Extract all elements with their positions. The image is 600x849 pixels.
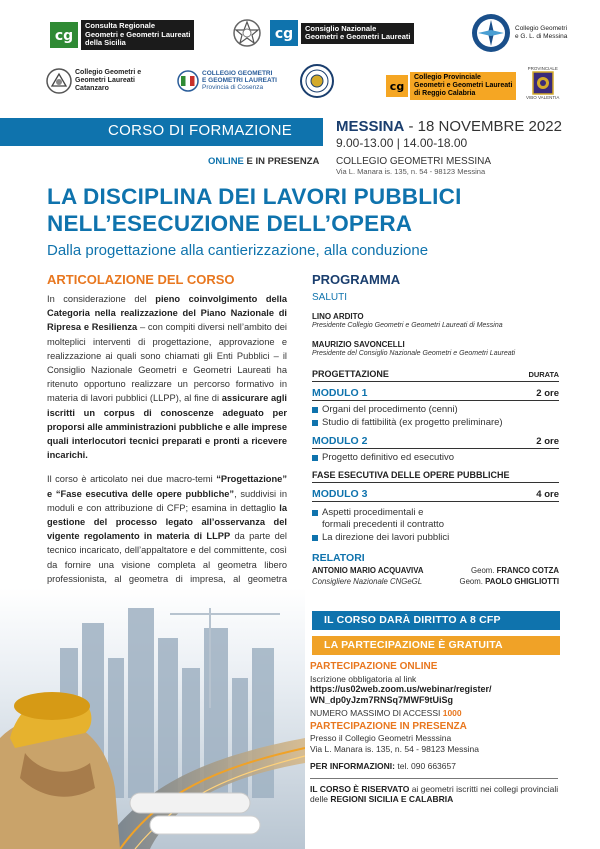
divider	[310, 778, 558, 779]
cng-logo-icon	[50, 22, 78, 48]
progettazione-label: PROGETTAZIONE	[312, 369, 389, 379]
p1-text-c: – con compiti diversi nell’ambito dei molteplici interventi di progettazione, approvazione e realizzazione ai quali sono chiamati gli Enti Pubblici – il Consiglio Nazionale Geometri e Geometri Laureati ha ritenuto opportuno realizzare un percorso formativo in materia di lavori pubblici (LLPP), al fine di	[47, 322, 287, 404]
programma-section	[312, 272, 559, 586]
logo-reggio-text: Collegio Provinciale Geometri e Geometri Laureati di Reggio Calabria	[410, 72, 516, 100]
page-subtitle: Dalla progettazione alla cantierizzazione, alla conduzione	[47, 242, 429, 259]
logos-header	[0, 0, 600, 110]
course-band-title: CORSO DI FORMAZIONE	[108, 122, 293, 139]
partecipazione-presenza-heading: PARTECIPAZIONE IN PRESENZA	[310, 720, 467, 732]
logo-consulta-sicilia	[50, 20, 194, 50]
vibo-valentia-crest-icon	[532, 71, 554, 95]
relatore-role: Consigliere Nazionale CNGeGL	[312, 577, 423, 586]
max-accessi-value: 1000	[442, 708, 462, 718]
logo-vibo	[526, 66, 559, 100]
logo-vibo-top: PROVINCIALE	[527, 66, 558, 71]
logo-consulta-sicilia-text: Consulta Regionale Geometri e Geometri Laureati della Sicilia	[81, 20, 194, 50]
logo-cosenza	[177, 70, 277, 92]
registration-link-line2[interactable]: WN_dp0yJzm7RNSq7MWF9tUiSg	[310, 694, 454, 705]
logo-catanzaro-text: Collegio Geometri e Geometri Laureati Catanzaro	[75, 69, 142, 92]
articolazione-section	[47, 272, 287, 600]
relatori-row-1	[312, 566, 559, 575]
articolazione-paragraph-1	[47, 292, 287, 462]
informazioni	[310, 761, 560, 772]
event-mode	[208, 156, 319, 167]
list-item	[312, 507, 559, 532]
page-title-line2: NELL’ESECUZIONE DELL’OPERA	[47, 211, 413, 236]
cng-logo-icon	[270, 20, 298, 46]
relatore-name: PAOLO GHIGLIOTTI	[485, 577, 559, 586]
modulo-3-hours: 4 ore	[536, 488, 559, 500]
durata-label: DURATA	[528, 370, 559, 379]
p2-text-b: “Progettazione” e “Fase esecutiva delle opere pubbliche”	[47, 474, 287, 499]
modulo-2-hours: 2 ore	[536, 436, 559, 447]
informazioni-label: PER INFORMAZIONI:	[310, 761, 395, 771]
event-venue-address: Via L. Manara is. 135, n. 54 - 98123 Messina	[336, 167, 486, 176]
logo-reggio	[386, 72, 516, 100]
logo-vibo-bottom: VIBO VALENTIA	[526, 95, 560, 100]
relatore-prefix: Geom.	[459, 577, 486, 586]
list-item: Organi del procedimento (cenni)	[312, 404, 559, 417]
p2-text-e: da parte del tecnico incaricato, dell’appaltatore e del committente, così da fornire una visione completa al geometra libero professionista, al geometra di impresa, al geometra	[47, 531, 287, 584]
modulo-1-label: MODULO 1	[312, 387, 368, 399]
relatore-geom	[471, 566, 559, 575]
iscrizione-text: Iscrizione obbligatoria al link	[310, 673, 417, 684]
cosenza-flag-logo-icon	[177, 70, 199, 92]
event-mode-online: ONLINE	[208, 156, 244, 167]
max-accessi-label: NUMERO MASSIMO DI ACCESSI	[310, 708, 443, 718]
relatore-name: ANTONIO MARIO ACQUAVIVA	[312, 566, 424, 575]
speaker-role: Presidente del Consiglio Nazionale Geometri e Geometri Laureati	[312, 350, 516, 357]
svg-text:cg: cg	[389, 80, 405, 93]
p2-text-a: Il corso è articolato nei due macro-temi	[47, 474, 217, 485]
articolazione-heading: ARTICOLAZIONE DEL CORSO	[47, 272, 235, 287]
event-city: MESSINA	[336, 118, 405, 135]
logo-catanzaro	[46, 68, 141, 94]
relatore-name: FRANCO COTZA	[496, 566, 559, 575]
max-accessi	[310, 708, 560, 719]
list-item: Progetto definitivo ed esecutivo	[312, 452, 559, 465]
modulo-2-row	[312, 435, 559, 449]
reggio-logo-icon	[386, 75, 408, 97]
partecipazione-online-heading: PARTECIPAZIONE ONLINE	[310, 661, 438, 672]
modulo-3-row	[312, 488, 559, 502]
logo-cosenza-text: COLLEGIO GEOMETRI E GEOMETRI LAUREATI	[202, 70, 277, 84]
partecipazione-section	[310, 662, 560, 805]
page-title-line1: LA DISCIPLINA DEI LAVORI PUBBLICI	[47, 184, 462, 209]
riservato-middle: ai geometri iscritti nei collegi provinciali delle	[310, 783, 559, 804]
logo-messina	[470, 12, 567, 54]
round-seal-logo-icon	[300, 64, 334, 98]
event-mode-presenza: E IN PRESENZA	[243, 156, 320, 167]
programma-heading: PROGRAMMA	[312, 272, 401, 287]
modulo-1-row	[312, 387, 559, 401]
fase-esecutiva-header: FASE ESECUTIVA DELLE OPERE PUBBLICHE	[312, 470, 559, 483]
p2-text-c: , suddivisi in moduli e con attribuzione di CFP; esamina in dettaglio	[47, 488, 288, 513]
presso-address: Via L. Manara is. 135, n. 54 - 98123 Messina	[310, 743, 479, 754]
speaker-name: MAURIZIO SAVONCELLI	[312, 340, 405, 349]
modulo-2-items	[312, 452, 559, 465]
list-item: La direzione dei lavori pubblici	[312, 532, 559, 545]
progettazione-header	[312, 369, 559, 382]
logo-cng	[270, 20, 414, 46]
catanzaro-logo-icon	[46, 68, 72, 94]
messina-compass-logo-icon	[470, 12, 512, 54]
relatore-prefix: Geom.	[471, 566, 497, 575]
modulo-1-hours: 2 ore	[536, 388, 559, 399]
logo-seal	[300, 64, 334, 98]
logo-cng-text: Consiglio Nazionale Geometri e Geometri Laureati	[301, 23, 414, 44]
speaker-name: LINO ARDITO	[312, 312, 364, 321]
presso-text: Presso il Collegio Geometri Messsina	[310, 733, 452, 743]
list-item-line: Aspetti procedimentali e	[322, 506, 424, 518]
p1-text-a: In considerazione del	[47, 294, 156, 304]
italian-republic-emblem-icon	[232, 16, 262, 50]
logo-cosenza-province: Provincia di Cosenza	[202, 84, 264, 91]
relatore-geom	[460, 577, 560, 586]
cfp-bar: IL CORSO DARÀ DIRITTO A 8 CFP	[312, 611, 560, 630]
worker-city-photo	[0, 588, 305, 849]
modulo-1-items	[312, 404, 559, 429]
event-city-date	[336, 118, 562, 135]
relatori-row-2	[312, 577, 559, 586]
saluti-heading: SALUTI	[312, 292, 348, 303]
svg-text:cg: cg	[54, 27, 74, 44]
speaker-role: Presidente Collegio Geometri e Geometri Laureati di Messina	[312, 322, 503, 329]
modulo-3-items	[312, 507, 559, 545]
relatori-heading: RELATORI	[312, 552, 365, 564]
p1-text-b: pieno coinvolgimento della Categoria nella realizzazione del Piano Nazionale di Ripresa e Resilienza	[47, 294, 288, 333]
riservato-text	[310, 784, 560, 805]
list-item-line: formali precedenti il contratto	[322, 519, 444, 530]
gratuita-bar: LA PARTECIPAZIONE È GRATUITA	[312, 636, 560, 655]
event-times: 9.00-13.00 | 14.00-18.00	[336, 136, 468, 150]
modulo-3-label: MODULO 3	[312, 487, 368, 500]
list-item: Studio di fattibilità (ex progetto preliminare)	[312, 417, 559, 430]
event-date: - 18 NOVEMBRE 2022	[404, 118, 562, 135]
svg-text:cg: cg	[274, 26, 294, 42]
logo-messina-text: Collegio Geometri e G. L. di Messina	[515, 25, 568, 40]
informazioni-value: tel. 090 663657	[395, 761, 456, 771]
registration-link-line1[interactable]: https://us02web.zoom.us/webinar/register/	[310, 684, 492, 694]
event-venue: COLLEGIO GEOMETRI MESSINA	[336, 156, 492, 167]
p2-text-d: la gestione del processo legato all’osservanza del vigente regolamento in materia di LLPP	[47, 502, 287, 542]
logo-republic	[232, 16, 262, 50]
riservato-label: IL CORSO È RISERVATO	[310, 783, 410, 794]
p1-text-d: assicurare agli iscritti un corpus di conoscenze adeguato per proporsi alle amministrazioni pubbliche e alle imprese quali interlocutori tecnici preparati e pronti a ricevere incarichi.	[47, 393, 287, 461]
page-title	[47, 183, 587, 237]
articolazione-paragraph-2	[47, 472, 287, 600]
riservato-regions: REGIONI SICILIA E CALABRIA	[330, 794, 454, 804]
modulo-2-label: MODULO 2	[312, 435, 368, 447]
